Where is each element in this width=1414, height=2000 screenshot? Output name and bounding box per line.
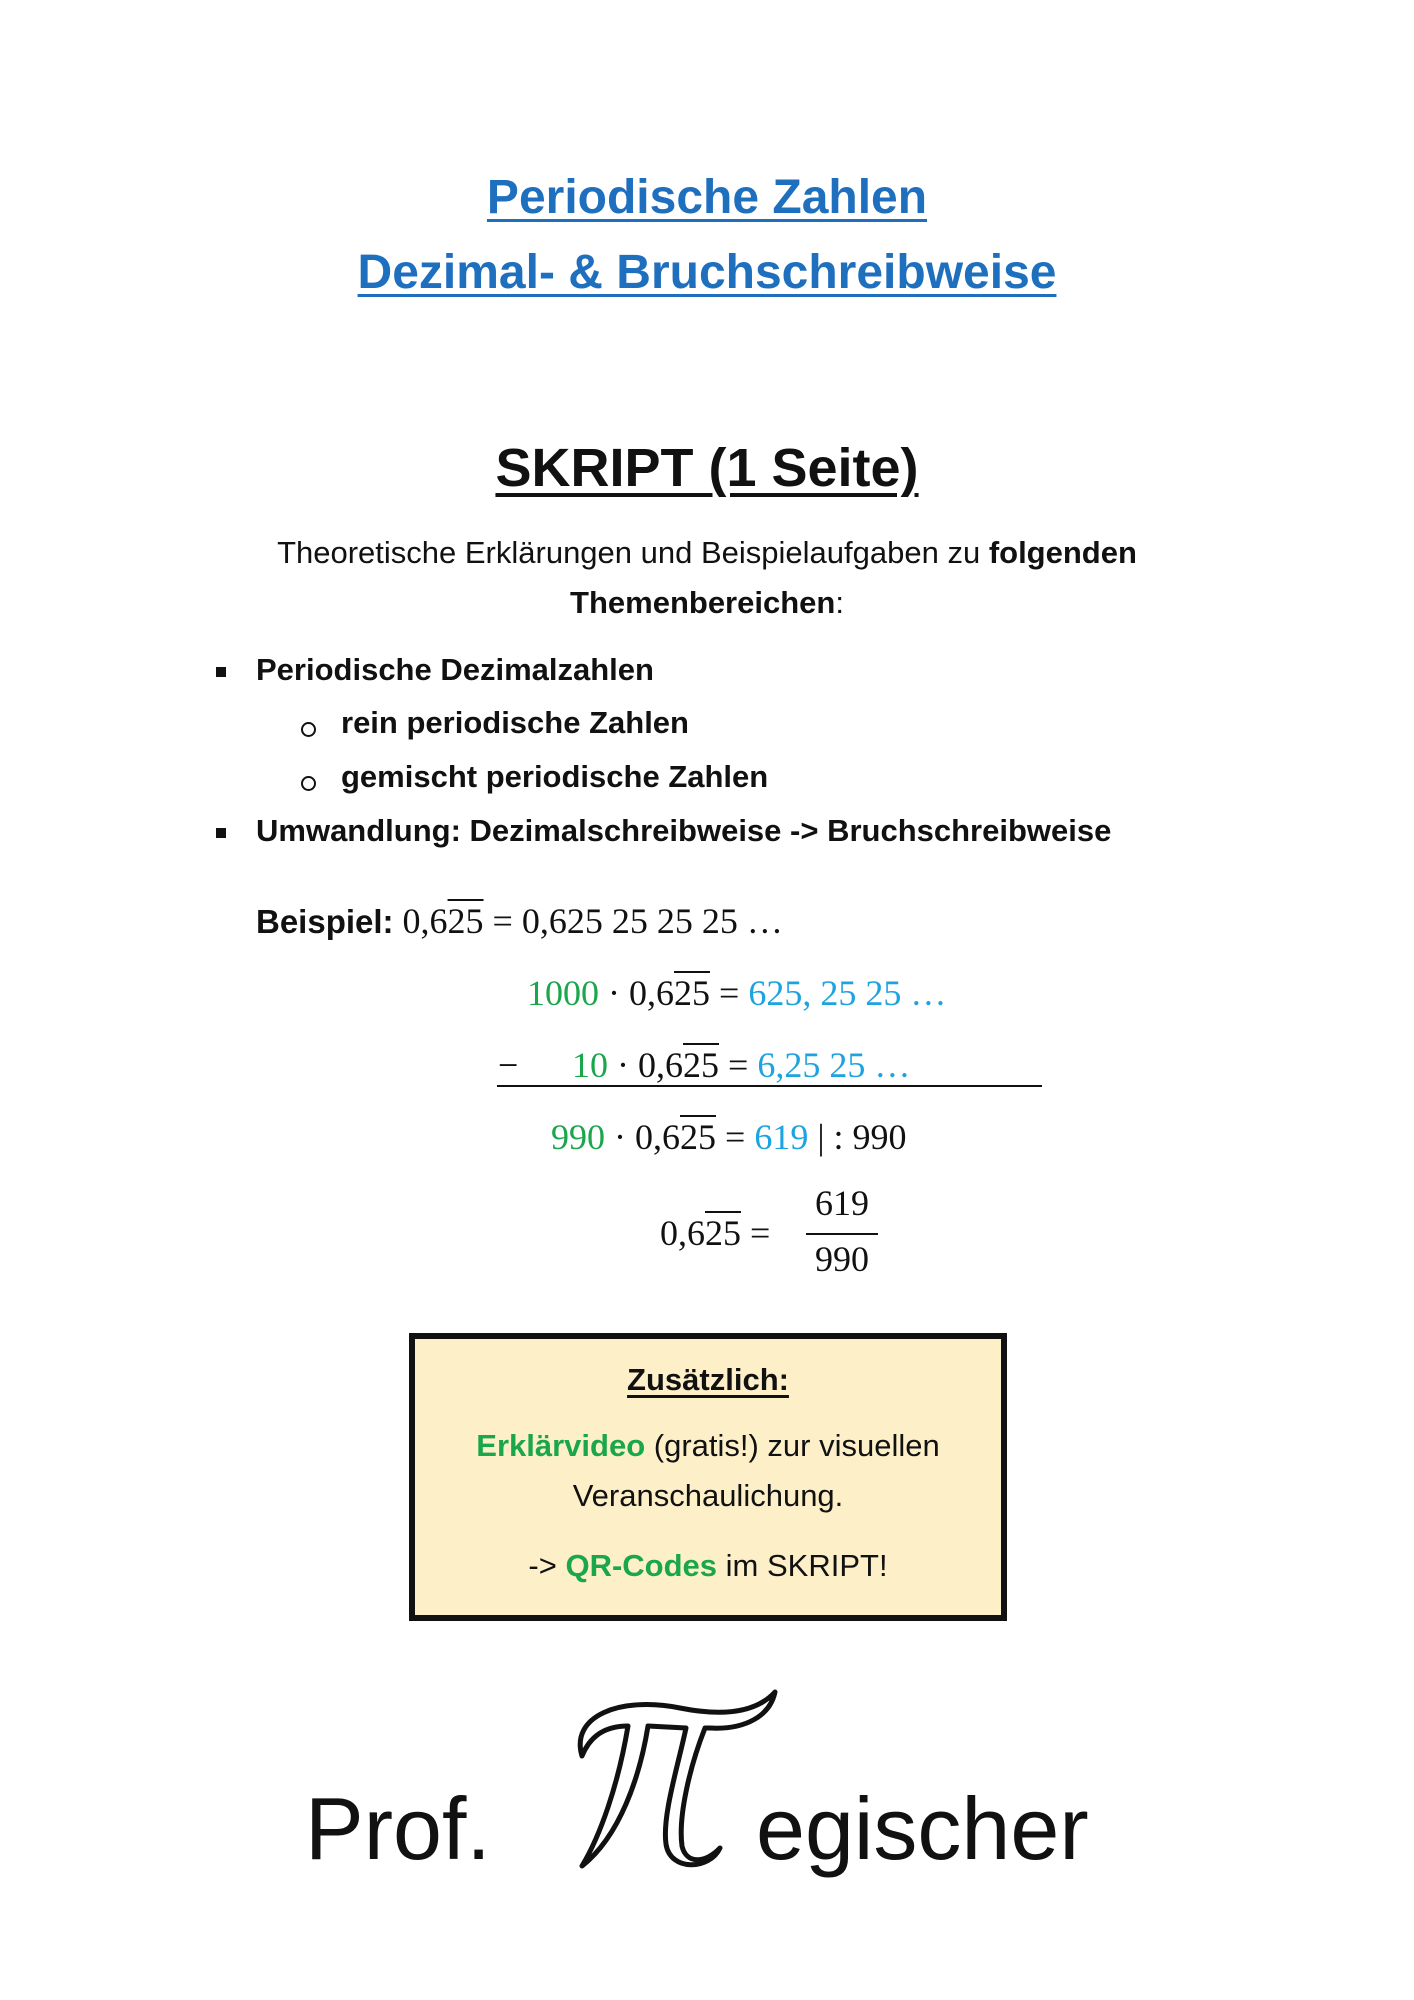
title-line-2: Dezimal- & Bruchschreibweise <box>357 246 1057 299</box>
calc-row-2-terms: 10 · 0,625 = 6,25 25 … <box>572 1045 911 1085</box>
calc-row-2: − <box>498 1045 519 1085</box>
subtraction-line <box>497 1085 1042 1087</box>
info-qr-line: -> QR-Codes im SKRIPT! <box>528 1548 888 1583</box>
fraction-numerator: 619 <box>815 1183 869 1223</box>
info-box <box>409 1333 1007 1621</box>
topic-subitem: gemischt periodische Zahlen <box>341 759 769 794</box>
intro-line-2: Themenbereichen: <box>570 585 844 620</box>
fraction-denominator: 990 <box>815 1239 869 1279</box>
title-line-1: Periodische Zahlen <box>486 171 928 224</box>
example-label: Beispiel: <box>256 903 394 940</box>
square-bullet-icon <box>216 828 226 838</box>
circle-bullet-icon <box>301 776 316 791</box>
topic-item: Umwandlung: Dezimalschreibweise -> Bruchschreibweise <box>256 813 1112 848</box>
topic-item: Periodische Dezimalzahlen <box>256 652 654 687</box>
brand-suffix: egischer <box>756 1779 1089 1878</box>
brand-prefix: Prof. <box>305 1779 491 1878</box>
info-video-line-2: Veranschaulichung. <box>572 1478 844 1513</box>
fraction-result-lhs: 0,625 = <box>660 1213 771 1253</box>
circle-bullet-icon <box>301 722 316 737</box>
square-bullet-icon <box>216 667 226 677</box>
example-line: Beispiel: 0,625 = 0,625 25 25 25 … <box>256 901 783 941</box>
topic-subitem: rein periodische Zahlen <box>341 705 689 740</box>
skript-heading: SKRIPT (1 Seite) <box>495 438 919 498</box>
fraction-bar <box>806 1233 878 1235</box>
info-heading: Zusätzlich: <box>627 1362 789 1397</box>
info-video-line: Erklärvideo (gratis!) zur visuellen <box>476 1428 940 1463</box>
calc-row-3: 990 · 0,625 = 619 | : 990 <box>551 1117 907 1157</box>
intro-line-1: Theoretische Erklärungen und Beispielaufgaben zu folgenden <box>277 535 1137 570</box>
calc-row-1: 1000 · 0,625 = 625, 25 25 … <box>527 973 947 1013</box>
